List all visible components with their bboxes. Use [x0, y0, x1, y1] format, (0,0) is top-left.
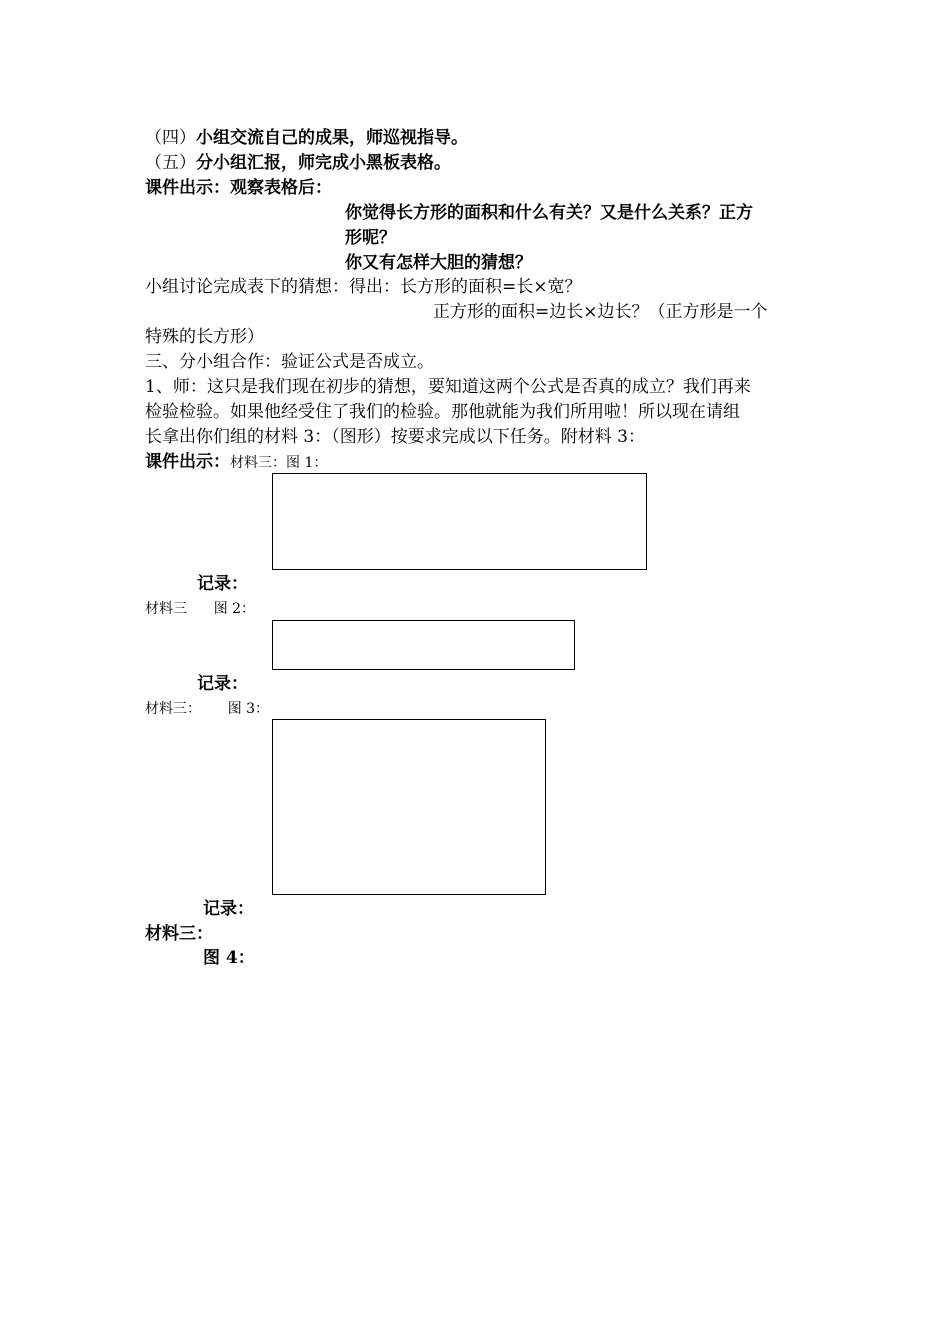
- record-label-one: 记录：: [197, 574, 248, 594]
- step-five-text: 分小组汇报，师完成小黑板表格。: [196, 153, 451, 173]
- figure-four-label: 图 4：: [203, 948, 255, 968]
- paragraph-one-line-c: 长拿出你们组的材料 3：（图形）按要求完成以下任务。附材料 3：: [145, 427, 645, 447]
- step-five-line: [145, 151, 451, 175]
- question-one-part-a: 你觉得长方形的面积和什么有关？又是什么关系？正方: [345, 203, 753, 223]
- figure-two-caption: 材料三 图 2：: [145, 601, 256, 617]
- guess-line-three: 特殊的长方形）: [145, 327, 264, 347]
- step-five-prefix: （五）: [145, 153, 196, 173]
- material-three-label: 材料三：: [145, 924, 213, 944]
- question-two: 你又有怎样大胆的猜想？: [345, 253, 532, 273]
- question-one-part-b: 形呢？: [345, 228, 396, 248]
- record-label-three: 记录：: [203, 899, 254, 919]
- step-four-text: 小组交流自己的成果，师巡视指导。: [196, 128, 468, 148]
- figure-three-caption: 材料三： 图 3：: [145, 701, 270, 717]
- paragraph-one-line-a: 1、师：这只是我们现在初步的猜想，要知道这两个公式是否真的成立？我们再来: [145, 377, 751, 397]
- paragraph-one-line-b: 检验检验。如果他经受住了我们的检验。那他就能为我们所用啦！所以现在请组: [145, 402, 740, 422]
- step-four-line: [145, 126, 468, 150]
- guess-line-two: 正方形的面积=边长×边长？（正方形是一个: [433, 302, 768, 322]
- figure-one-rectangle: [272, 473, 647, 570]
- courseware-label: 课件出示：: [145, 452, 230, 472]
- record-label-two: 记录：: [197, 674, 248, 694]
- figure-one-caption: 材料三：图 1：: [230, 455, 328, 471]
- figure-three-rectangle: [272, 719, 546, 895]
- guess-line-one: 小组讨论完成表下的猜想：得出：长方形的面积=长×宽？: [145, 277, 582, 297]
- courseware-material-line: [145, 450, 327, 475]
- step-four-prefix: （四）: [145, 128, 196, 148]
- section-three-heading: 三、分小组合作：验证公式是否成立。: [145, 352, 434, 372]
- figure-two-rectangle: [272, 620, 575, 670]
- courseware-observe-line: 课件出示：观察表格后：: [145, 178, 332, 198]
